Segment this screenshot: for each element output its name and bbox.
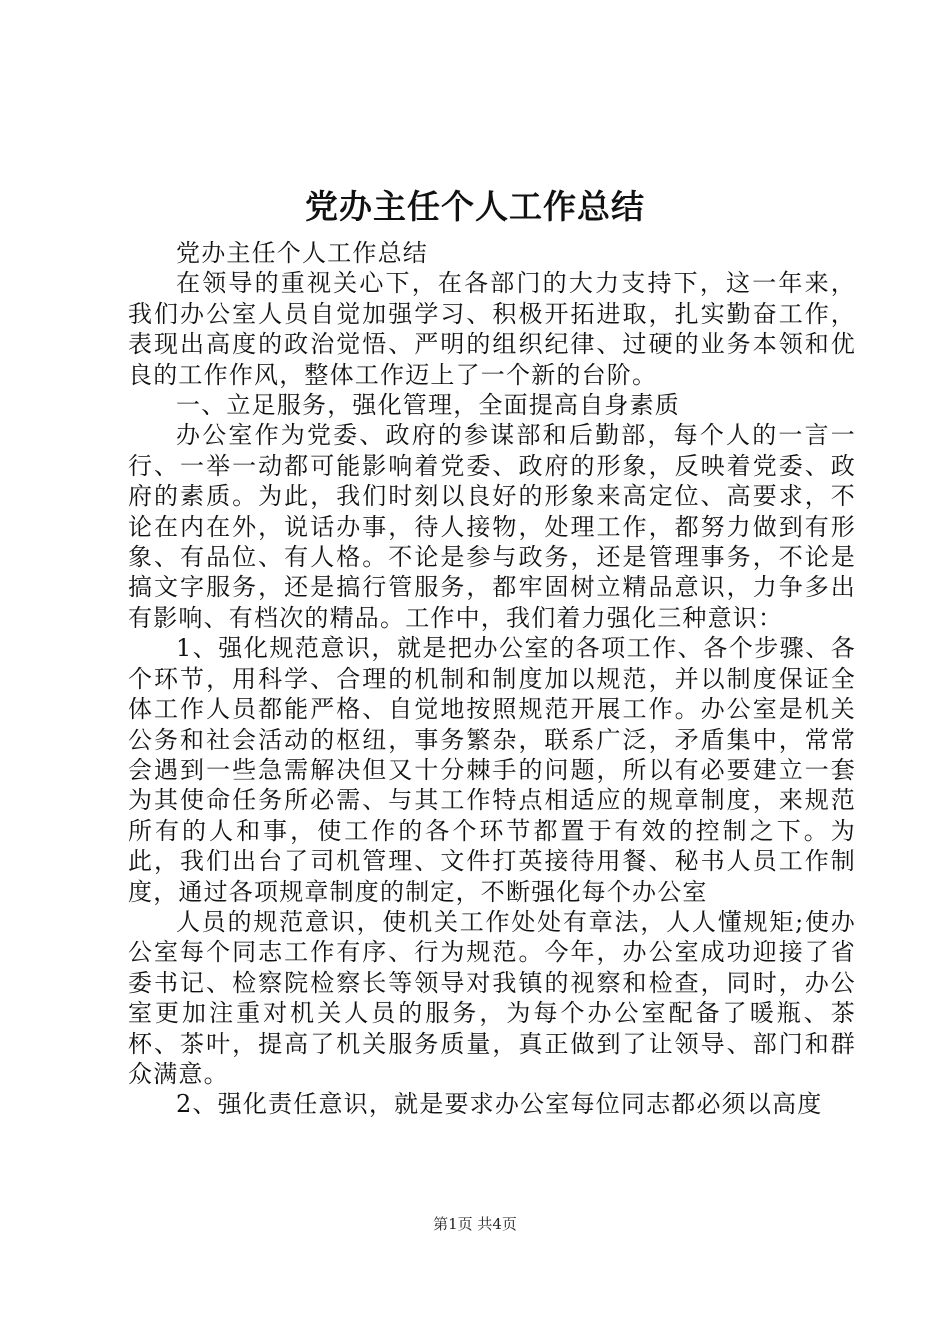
page-number: 第1页 共4页 [433,1215,517,1233]
document-body [128,238,856,1120]
paragraph-subtitle: 党办主任个人工作总结 [176,239,428,267]
paragraph-responsibility: 2、强化责任意识，就是要求办公室每位同志都必须以高度 [176,1090,823,1119]
paragraph-office-role: 办公室作为党委、政府的参谋部和后勤部，每个人的一言一行、一举一动都可能影响着党委、政府的形象，反映着党委、政府的素质。为此，我们时刻以良好的形象来高定位、高要求，不论在内在外，说话办事，待人接物，处理工作，都努力做到有形象、有品位、有人格。不论是参与政务，还是管理事务，不论是搞文字服务，还是搞行管服务，都牢固树立精品意识，力争多出有影响、有档次的精品。工作中，我们着力强化三种意识： [128,421,856,632]
paragraph-standard-awareness: 1、强化规范意识，就是把办公室的各项工作、各个步骤、各个环节，用科学、合理的机制和制度加以规范，并以制度保证全体工作人员都能严格、自觉地按照规范开展工作。办公室是机关公务和社会活动的枢纽，事务繁杂，联系广泛，矛盾集中，常常会遇到一些急需解决但又十分棘手的问题，所以有必要建立一套为其使命任务所必需、与其工作特点相适应的规章制度，来规范所有的人和事，使工作的各个环节都置于有效的控制之下。为此，我们出台了司机管理、文件打英接待用餐、秘书人员工作制度，通过各项规章制度的制定，不断强化每个办公室 [128,634,856,906]
page-footer [0,1214,950,1234]
document-title: 党办主任个人工作总结 [305,187,645,226]
section-heading: 一、立足服务，强化管理，全面提高自身素质 [176,391,680,420]
paragraph-intro: 在领导的重视关心下，在各部门的大力支持下，这一年来，我们办公室人员自觉加强学习、积极开拓进取，扎实勤奋工作，表现出高度的政治觉悟、严明的组织纪律、过硬的业务本领和优良的工作作风，整体工作迈上了一个新的台阶。 [128,269,856,389]
paragraph-staff-standards: 人员的规范意识，使机关工作处处有章法，人人懂规矩;使办公室每个同志工作有序、行为规范。今年，办公室成功迎接了省委书记、检察院检察长等领导对我镇的视察和检查，同时，办公室更加注重对机关人员的服务，为每个办公室配备了暖瓶、茶杯、茶叶，提高了机关服务质量，真正做到了让领导、部门和群众满意。 [128,907,856,1088]
